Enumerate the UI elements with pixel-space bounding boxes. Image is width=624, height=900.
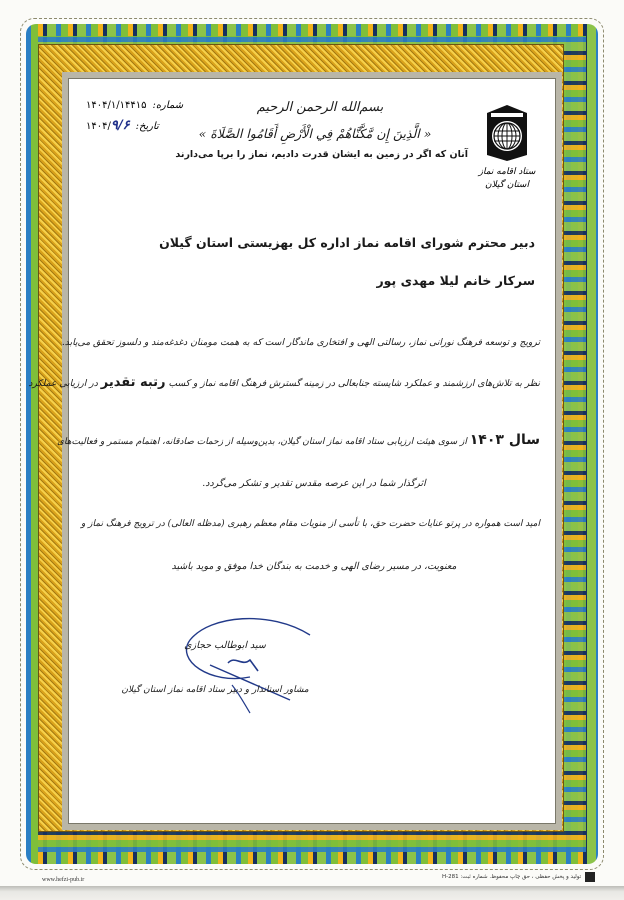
appreciation-rank: رتبه تقدیر (100, 375, 166, 390)
number-value: ۱۴۰۴/۱/۱۴۴۱۵ (86, 100, 147, 111)
date-value (86, 118, 130, 133)
body-text: در ارزیابی عملکرد (28, 378, 98, 389)
signatory-title: مشاور استاندار و دبیر ستاد اقامه نماز استان گیلان (121, 685, 309, 695)
date-handwritten: ۹/۶ (110, 118, 130, 133)
body-line: امید است همواره در پرتو عنایات حضرت حق، با تأسی از منویات مقام معظم رهبری (مدظله العالی) در ترویج فرهنگ نماز و (80, 519, 540, 529)
basmala: بسم‌الله الرحمن الرحیم (256, 100, 384, 115)
print-info: تولید و پخش حفظی ، حق چاپ محفوظ. شماره ثبت: H-281 (442, 874, 582, 880)
letter-date (86, 118, 159, 133)
body-text: از سوی هیئت ارزیابی ستاد اقامه نماز استان گیلان، بدین‌وسیله از زحمات صادقانه، اهتمام مستمر و فعالیت‌های (56, 437, 467, 447)
paper-shadow (0, 886, 624, 900)
recipient-title: دبیر محترم شورای اقامه نماز اداره کل بهزیستی استان گیلان (159, 235, 535, 250)
verse-translation: آنان که اگر در زمین به ایشان قدرت دادیم، نماز را برپا می‌دارند (175, 149, 468, 160)
recipient-name: سرکار خانم لیلا مهدی پور (376, 273, 535, 288)
body-line: اثرگذار شما در این عرصه مقدس تقدیر و تشکر می‌گردد. (202, 478, 426, 489)
globe-kaaba-logo-icon (483, 103, 531, 163)
date-label: تاریخ: (135, 121, 159, 132)
body-line (28, 375, 540, 390)
body-text: نظر به تلاش‌های ارزشمند و عملکرد شایسته جنابعالی در زمینه گسترش فرهنگ اقامه نماز و کسب (168, 378, 540, 389)
date-year: ۱۴۰۴/ (86, 121, 111, 132)
publisher-logo-icon (585, 872, 595, 882)
signatory-name: سید ابوطالب حجازی (184, 640, 266, 651)
number-label: شماره: (152, 100, 184, 111)
body-line: ترویج و توسعه فرهنگ نورانی نماز، رسالتی الهی و افتخاری ماندگار است که به همت مومنان دغدغه‌مند و دلسوز تحقق می‌یابد. (61, 337, 540, 348)
publisher-info (442, 872, 595, 882)
body-line (56, 432, 540, 448)
quran-verse: « الَّذِينَ إِن مَّكَّنَّاهُمْ فِي الْأَرْضِ أَقَامُوا الصَّلَاةَ » (198, 126, 432, 141)
logo-caption-province: استان گیلان (485, 180, 529, 190)
publisher-website: www.hefzi-pub.ir (42, 877, 85, 883)
logo-caption (476, 166, 538, 192)
body-line: معنویت، در مسیر رضای الهی و خدمت به بندگان خدا موفق و موید باشید (171, 561, 457, 572)
evaluation-year: سال ۱۴۰۳ (469, 432, 540, 448)
handwritten-signature-icon (150, 615, 320, 715)
logo-caption-org: ستاد اقامه نماز (478, 167, 536, 177)
letter-number (86, 100, 183, 111)
